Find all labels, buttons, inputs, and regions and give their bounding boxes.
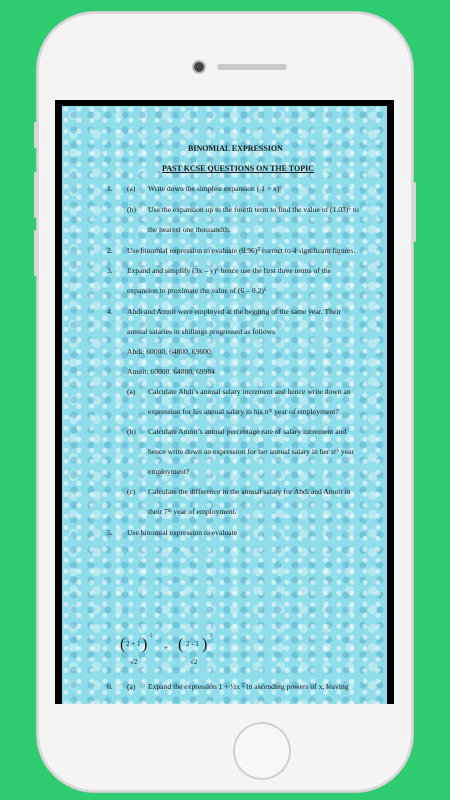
- screen: [55, 100, 394, 704]
- q1-a-text: Write down the simplest expansion ( 1 + x)⁶: [148, 184, 283, 193]
- q2-text: Use binomial expression to evaluate (0.96)⁵ correct to 4 significant figures.: [127, 246, 356, 255]
- power-button: [413, 182, 416, 242]
- mute-switch: [34, 122, 37, 148]
- q5-exponent-b: 5: [210, 634, 213, 639]
- q4-line2: annual salaries in shillings progressed as follows: [127, 327, 276, 336]
- q4-a-line1: Calculate Abdi’s annual salary increment and hence write down an: [148, 387, 351, 396]
- document-title: BINOMIAL EXPRESSION: [188, 144, 283, 153]
- q4-amoit-salaries: Amoit: 60000, 64800, 69984: [127, 367, 215, 376]
- q4-b-line3: employment?: [148, 467, 190, 476]
- q1-b-line2: the nearest one thousandth.: [148, 225, 231, 234]
- q1-number: 1.: [107, 184, 113, 193]
- volume-down-button: [34, 230, 37, 276]
- home-button[interactable]: [233, 722, 291, 780]
- q3-line1: Expand and simplify (3x – y)⁶ hence use the first three terms of the: [127, 266, 332, 275]
- q6-label: (a): [127, 682, 136, 691]
- q1-b-label: (b): [127, 205, 136, 214]
- q4-abdi-salaries: Abdi: 60000, 64800, 69600: [127, 347, 211, 356]
- front-camera: [194, 62, 204, 72]
- document-subtitle: PAST KCSE QUESTIONS ON THE TOPIC: [162, 164, 314, 173]
- q6-text: Expand the expression 1 + ½x ⁵ in ascending powers of x, leaving: [148, 682, 349, 691]
- q4-line1: Abdi and Amoit were employed at the begging of the same year. Their: [127, 307, 341, 316]
- q4-c-line1: Calculate the difference in the annual salary for Abdi and Amoit in: [148, 487, 351, 496]
- q3-line2: expansion to proximate the value of (6 – 0.2)⁶: [127, 286, 267, 295]
- volume-up-button: [34, 172, 37, 218]
- q4-c-label: (c): [127, 487, 136, 496]
- q4-a-line2: expression for his annual salary in his nᵗʰ year of employment?: [148, 407, 339, 416]
- q5-text: Use binomial expression to evaluate: [127, 528, 238, 537]
- q5-plus: +: [164, 644, 168, 652]
- q4-a-label: (a): [127, 387, 136, 396]
- document-page[interactable]: BINOMIAL EXPRESSION PAST KCSE QUESTIONS ON THE TOPIC 1. (a) Write down the simplest expansion ( 1 + x)⁶ (b) Use the expansion up to the fourth term to find the value of (1.03)⁶ to the nearest one thousandth. 2. Use binomial expression to evaluate (0.96)⁵ correct to 4 significant figures. 3. Expand and simplify (3x – y)⁶ hence use the first three terms of the expansion to proximate the value of (6 – 0.2)⁶ 4. Abdi and Amoit were employed at the begging of the same year. Their annual salaries in shillings progressed as follows Abdi: 60000, 64800, 69600 Amoit: 60000, 64800, 69984 (a) Calculate Abdi’s annual salary increment and hence write down an expression for his annual salary in his nᵗʰ year of employment? (b) Calculate Amoit’s annual percentage rate of salary increment and hence write down an expression for her annual salary in her nᵗʰ year employment? (c) Calculate the difference in the annual salary for Abdi and Amoit in their 7ᵗʰ year of employment. 5. Use binomial expression to evaluate ( 2 + 1 ) 5 √2 + ( 2 - 1 ) 5 √2 6. (a) Expand the expression 1 + ½x ⁵ in ascending powers of x, leaving: [62, 106, 387, 704]
- q4-number: 4.: [107, 307, 113, 316]
- q2-number: 2.: [107, 246, 113, 255]
- q5-exponent-a: 5: [150, 634, 153, 639]
- q4-b-label: (b): [127, 427, 136, 436]
- q1-a-label: (a): [127, 184, 136, 193]
- q4-c-line2: their 7ᵗʰ year of employment.: [148, 507, 237, 516]
- q5-expr-a-denominator: √2: [130, 658, 138, 666]
- q5-expr-b-numerator: 2 - 1: [186, 640, 199, 648]
- q5-expr-b-denominator: √2: [190, 658, 198, 666]
- q3-number: 3.: [107, 266, 113, 275]
- earpiece-speaker: [217, 64, 287, 70]
- q4-b-line2: hence write down an expression for her annual salary in her nᵗʰ year: [148, 447, 354, 456]
- q4-b-line1: Calculate Amoit’s annual percentage rate of salary increment and: [148, 427, 347, 436]
- q6-number: 6.: [107, 682, 113, 691]
- q5-number: 5.: [107, 528, 113, 537]
- q1-b-line1: Use the expansion up to the fourth term to find the value of (1.03)⁶ to: [148, 205, 359, 214]
- q5-expr-a-numerator: 2 + 1: [126, 640, 141, 648]
